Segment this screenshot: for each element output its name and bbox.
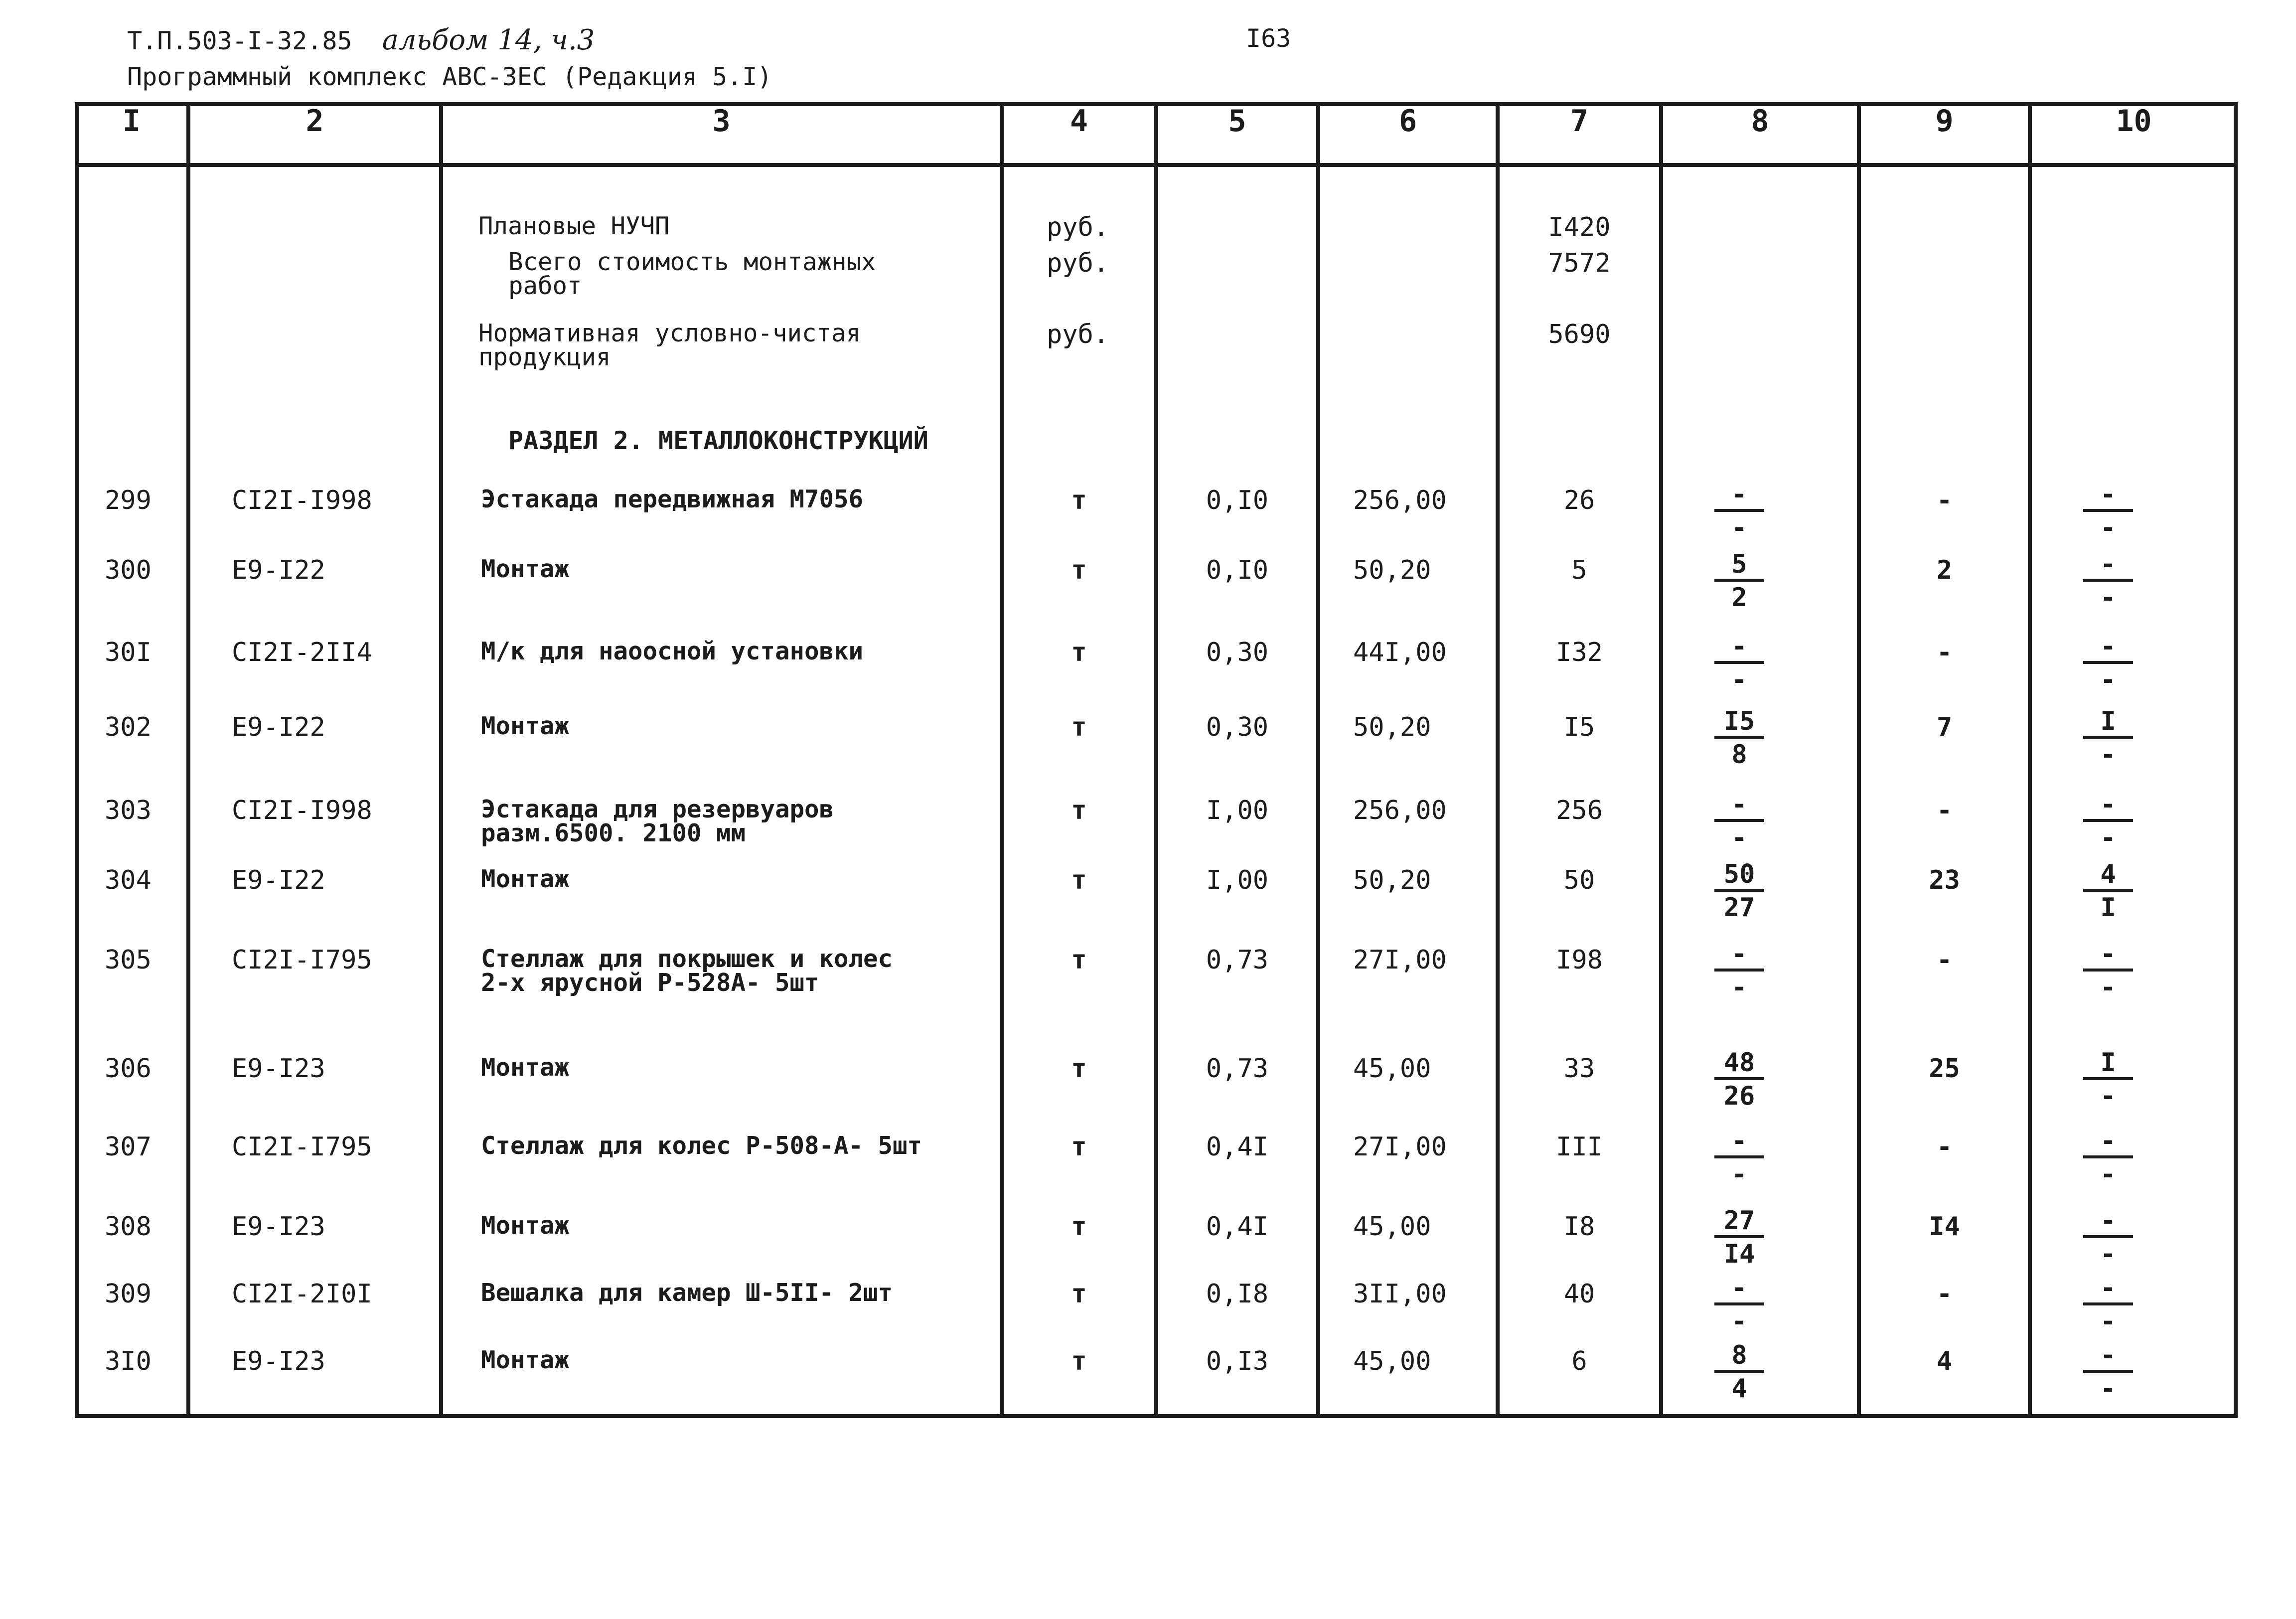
fraction-numerator: 8 xyxy=(1714,1341,1764,1373)
column-divider xyxy=(439,102,443,1418)
row-total: 256 xyxy=(1556,796,1603,825)
row-col9: 25 xyxy=(1929,1054,1960,1084)
fraction-numerator: I xyxy=(2083,1048,2133,1080)
fraction-numerator: - xyxy=(2083,940,2133,971)
row-number: 309 xyxy=(105,1279,152,1309)
fraction-numerator: - xyxy=(2083,1341,2133,1373)
row-number: 303 xyxy=(105,796,152,825)
row-unit: т xyxy=(1071,1346,1087,1376)
row-total: I5 xyxy=(1563,712,1595,742)
row-price: 256,00 xyxy=(1353,796,1447,825)
row-quantity: 0,I8 xyxy=(1206,1279,1269,1309)
fraction-numerator: 5 xyxy=(1714,550,1764,582)
row-code: E9-I22 xyxy=(232,555,325,585)
row-number: 304 xyxy=(105,865,152,895)
fraction-numerator: - xyxy=(2083,632,2133,664)
row-description: Монтаж xyxy=(481,1053,570,1082)
row-col10-fraction xyxy=(2083,632,2133,696)
column-number-2: 2 xyxy=(306,104,324,139)
row-total: 6 xyxy=(1571,1346,1587,1376)
row-number: 299 xyxy=(105,486,152,515)
fraction-numerator: - xyxy=(1714,480,1764,512)
fraction-numerator: - xyxy=(2083,550,2133,582)
row-quantity: I,00 xyxy=(1206,865,1269,895)
fraction-numerator: - xyxy=(2083,480,2133,512)
row-col8-fraction xyxy=(1714,1274,1764,1337)
row-col8-fraction xyxy=(1714,550,1764,614)
row-col10-fraction xyxy=(2083,1206,2133,1270)
row-number: 302 xyxy=(105,712,152,742)
row-price: 44I,00 xyxy=(1353,638,1447,667)
fraction-numerator: - xyxy=(1714,1274,1764,1305)
row-col8-fraction xyxy=(1714,1048,1764,1112)
summary-unit: руб. xyxy=(1047,320,1109,349)
row-price: 45,00 xyxy=(1353,1212,1431,1242)
row-code: CI2I-2II4 xyxy=(232,638,372,667)
column-number-10: 10 xyxy=(2116,104,2152,139)
row-col9: 4 xyxy=(1936,1346,1953,1376)
fraction-numerator: - xyxy=(1714,790,1764,822)
row-total: I8 xyxy=(1563,1212,1595,1242)
fraction-denominator: - xyxy=(2100,972,2116,1002)
column-number-9: 9 xyxy=(1935,104,1954,139)
row-col8-fraction xyxy=(1714,1127,1764,1190)
row-quantity: 0,I3 xyxy=(1206,1346,1269,1376)
row-col8-fraction xyxy=(1714,632,1764,696)
fraction-numerator: 50 xyxy=(1714,860,1764,892)
fraction-denominator: - xyxy=(2100,1081,2116,1111)
row-col10-fraction xyxy=(2083,1341,2133,1405)
row-col8-fraction xyxy=(1714,860,1764,924)
program-caption: Программный комплекс АВС-3ЕС (Редакция 5.I) xyxy=(127,62,772,91)
row-price: 50,20 xyxy=(1353,712,1431,742)
row-description: Стеллаж для колес Р-508-А- 5шт xyxy=(481,1132,922,1160)
row-col10-fraction xyxy=(2083,1048,2133,1112)
row-col8-fraction xyxy=(1714,940,1764,1003)
fraction-denominator: - xyxy=(2100,823,2116,853)
row-unit: т xyxy=(1071,865,1087,895)
fraction-denominator: - xyxy=(1731,665,1747,695)
row-quantity: I,00 xyxy=(1206,796,1269,825)
fraction-denominator: 2 xyxy=(1731,583,1747,613)
row-total: 40 xyxy=(1563,1279,1595,1309)
summary-unit: руб. xyxy=(1047,212,1109,242)
row-total: 5 xyxy=(1571,555,1587,585)
section-title: РАЗДЕЛ 2. МЕТАЛЛОКОНСТРУКЦИЙ xyxy=(508,426,928,455)
row-col10-fraction xyxy=(2083,550,2133,614)
row-unit: т xyxy=(1071,1279,1087,1309)
row-unit: т xyxy=(1071,1212,1087,1242)
summary-label: Нормативная условно-чистая продукция xyxy=(478,319,861,371)
fraction-denominator: 4 xyxy=(1731,1374,1747,1404)
row-col8-fraction xyxy=(1714,1206,1764,1270)
fraction-denominator: - xyxy=(2100,1374,2116,1404)
summary-label: Плановые НУЧП xyxy=(478,212,670,240)
row-unit: т xyxy=(1071,712,1087,742)
column-number-4: 4 xyxy=(1070,104,1088,139)
fraction-numerator: - xyxy=(2083,1274,2133,1305)
row-col9: 23 xyxy=(1929,865,1960,895)
column-number-8: 8 xyxy=(1751,104,1769,139)
row-code: E9-I23 xyxy=(232,1054,325,1084)
row-description: Монтаж xyxy=(481,712,570,740)
row-number: 300 xyxy=(105,555,152,585)
fraction-denominator: - xyxy=(2100,1306,2116,1336)
row-col9: 2 xyxy=(1936,555,1953,585)
row-col8-fraction xyxy=(1714,707,1764,771)
row-col9: I4 xyxy=(1929,1212,1960,1242)
fraction-numerator: - xyxy=(2083,790,2133,822)
fraction-denominator: 27 xyxy=(1723,893,1755,923)
row-total: 33 xyxy=(1563,1054,1595,1084)
fraction-denominator: I xyxy=(2100,893,2116,923)
page-number: I63 xyxy=(1246,24,1291,53)
fraction-numerator: - xyxy=(1714,632,1764,664)
fraction-denominator: - xyxy=(2100,740,2116,770)
row-number: 306 xyxy=(105,1054,152,1084)
fraction-denominator: - xyxy=(2100,583,2116,613)
summary-value: I420 xyxy=(1548,212,1611,242)
row-unit: т xyxy=(1071,638,1087,667)
summary-label: Всего стоимость монтажных работ xyxy=(508,248,876,300)
fraction-denominator: - xyxy=(2100,665,2116,695)
fraction-numerator: I xyxy=(2083,707,2133,739)
row-col9: - xyxy=(1936,486,1953,515)
row-col10-fraction xyxy=(2083,480,2133,544)
fraction-denominator: - xyxy=(1731,1159,1747,1189)
row-col10-fraction xyxy=(2083,707,2133,771)
row-code: E9-I22 xyxy=(232,865,325,895)
row-col10-fraction xyxy=(2083,940,2133,1003)
fraction-numerator: I5 xyxy=(1714,707,1764,739)
row-total: III xyxy=(1556,1132,1603,1162)
row-quantity: 0,73 xyxy=(1206,1054,1269,1084)
row-price: 256,00 xyxy=(1353,486,1447,515)
column-number-3: 3 xyxy=(712,104,731,139)
row-col8-fraction xyxy=(1714,480,1764,544)
row-code: E9-I23 xyxy=(232,1212,325,1242)
row-quantity: 0,30 xyxy=(1206,638,1269,667)
fraction-denominator: - xyxy=(1731,1306,1747,1336)
row-number: 3I0 xyxy=(105,1346,152,1376)
fraction-denominator: 26 xyxy=(1723,1081,1755,1111)
row-price: 50,20 xyxy=(1353,555,1431,585)
column-number-6: 6 xyxy=(1398,104,1417,139)
column-number-5: 5 xyxy=(1228,104,1246,139)
row-description: М/к для наоосной установки xyxy=(481,637,864,665)
row-number: 305 xyxy=(105,945,152,975)
row-unit: т xyxy=(1071,945,1087,975)
row-total: 26 xyxy=(1563,486,1595,515)
fraction-denominator: - xyxy=(1731,823,1747,853)
row-code: CI2I-I795 xyxy=(232,945,372,975)
row-code: CI2I-I795 xyxy=(232,1132,372,1162)
summary-value: 5690 xyxy=(1548,320,1611,349)
row-col8-fraction xyxy=(1714,1341,1764,1405)
row-total: I98 xyxy=(1556,945,1603,975)
row-code: CI2I-I998 xyxy=(232,486,372,515)
row-col10-fraction xyxy=(2083,790,2133,854)
row-price: 45,00 xyxy=(1353,1054,1431,1084)
row-description: Монтаж xyxy=(481,555,570,583)
album-handwritten-note: альбом 14, ч.3 xyxy=(382,24,595,56)
fraction-numerator: - xyxy=(1714,940,1764,971)
row-number: 308 xyxy=(105,1212,152,1242)
fraction-denominator: - xyxy=(2100,1159,2116,1189)
row-number: 30I xyxy=(105,638,152,667)
row-col9: - xyxy=(1936,945,1953,975)
row-col9: - xyxy=(1936,796,1953,825)
row-quantity: 0,30 xyxy=(1206,712,1269,742)
row-quantity: 0,I0 xyxy=(1206,486,1269,515)
row-description: Монтаж xyxy=(481,1211,570,1240)
fraction-numerator: 27 xyxy=(1714,1206,1764,1238)
row-col9: - xyxy=(1936,1132,1953,1162)
fraction-numerator: 48 xyxy=(1714,1048,1764,1080)
row-col10-fraction xyxy=(2083,1127,2133,1190)
fraction-numerator: 4 xyxy=(2083,860,2133,892)
row-price: 27I,00 xyxy=(1353,945,1447,975)
row-description: Вешалка для камер Ш-5II- 2шт xyxy=(481,1279,893,1307)
row-code: E9-I22 xyxy=(232,712,325,742)
fraction-denominator: - xyxy=(1731,972,1747,1002)
row-col10-fraction xyxy=(2083,860,2133,924)
row-quantity: 0,4I xyxy=(1206,1212,1269,1242)
document-code xyxy=(127,24,595,56)
row-total: I32 xyxy=(1556,638,1603,667)
fraction-denominator: - xyxy=(1731,513,1747,543)
row-price: 50,20 xyxy=(1353,865,1431,895)
column-divider xyxy=(186,102,190,1418)
fraction-denominator: - xyxy=(2100,1239,2116,1269)
row-code: E9-I23 xyxy=(232,1346,325,1376)
row-unit: т xyxy=(1071,486,1087,515)
fraction-numerator: - xyxy=(2083,1127,2133,1158)
row-unit: т xyxy=(1071,555,1087,585)
row-price: 45,00 xyxy=(1353,1346,1431,1376)
fraction-denominator: - xyxy=(2100,513,2116,543)
row-col9: 7 xyxy=(1936,712,1953,742)
row-total: 50 xyxy=(1563,865,1595,895)
row-code: CI2I-2I0I xyxy=(232,1279,372,1309)
row-description: Стеллаж для покрышек и колес 2-х ярусной Р-528А- 5шт xyxy=(481,945,893,997)
row-unit: т xyxy=(1071,1132,1087,1162)
row-unit: т xyxy=(1071,1054,1087,1084)
row-quantity: 0,73 xyxy=(1206,945,1269,975)
column-number-1: I xyxy=(122,104,141,139)
row-description: Эстакада передвижная М7056 xyxy=(481,485,864,513)
row-description: Эстакада для резервуаров разм.6500. 2100 мм xyxy=(481,795,834,847)
row-quantity: 0,I0 xyxy=(1206,555,1269,585)
row-number: 307 xyxy=(105,1132,152,1162)
fraction-denominator: 8 xyxy=(1731,740,1747,770)
fraction-denominator: I4 xyxy=(1723,1239,1755,1269)
row-description: Монтаж xyxy=(481,1346,570,1374)
row-code: CI2I-I998 xyxy=(232,796,372,825)
row-description: Монтаж xyxy=(481,865,570,893)
row-col10-fraction xyxy=(2083,1274,2133,1337)
summary-unit: руб. xyxy=(1047,248,1109,278)
summary-value: 7572 xyxy=(1548,248,1611,278)
row-col9: - xyxy=(1936,1279,1953,1309)
row-col8-fraction xyxy=(1714,790,1764,854)
row-price: 3II,00 xyxy=(1353,1279,1447,1309)
fraction-numerator: - xyxy=(1714,1127,1764,1158)
column-number-7: 7 xyxy=(1570,104,1589,139)
row-quantity: 0,4I xyxy=(1206,1132,1269,1162)
row-price: 27I,00 xyxy=(1353,1132,1447,1162)
document-code-text: Т.П.503-I-32.85 xyxy=(127,26,352,55)
row-col9: - xyxy=(1936,638,1953,667)
fraction-numerator: - xyxy=(2083,1206,2133,1238)
row-unit: т xyxy=(1071,796,1087,825)
